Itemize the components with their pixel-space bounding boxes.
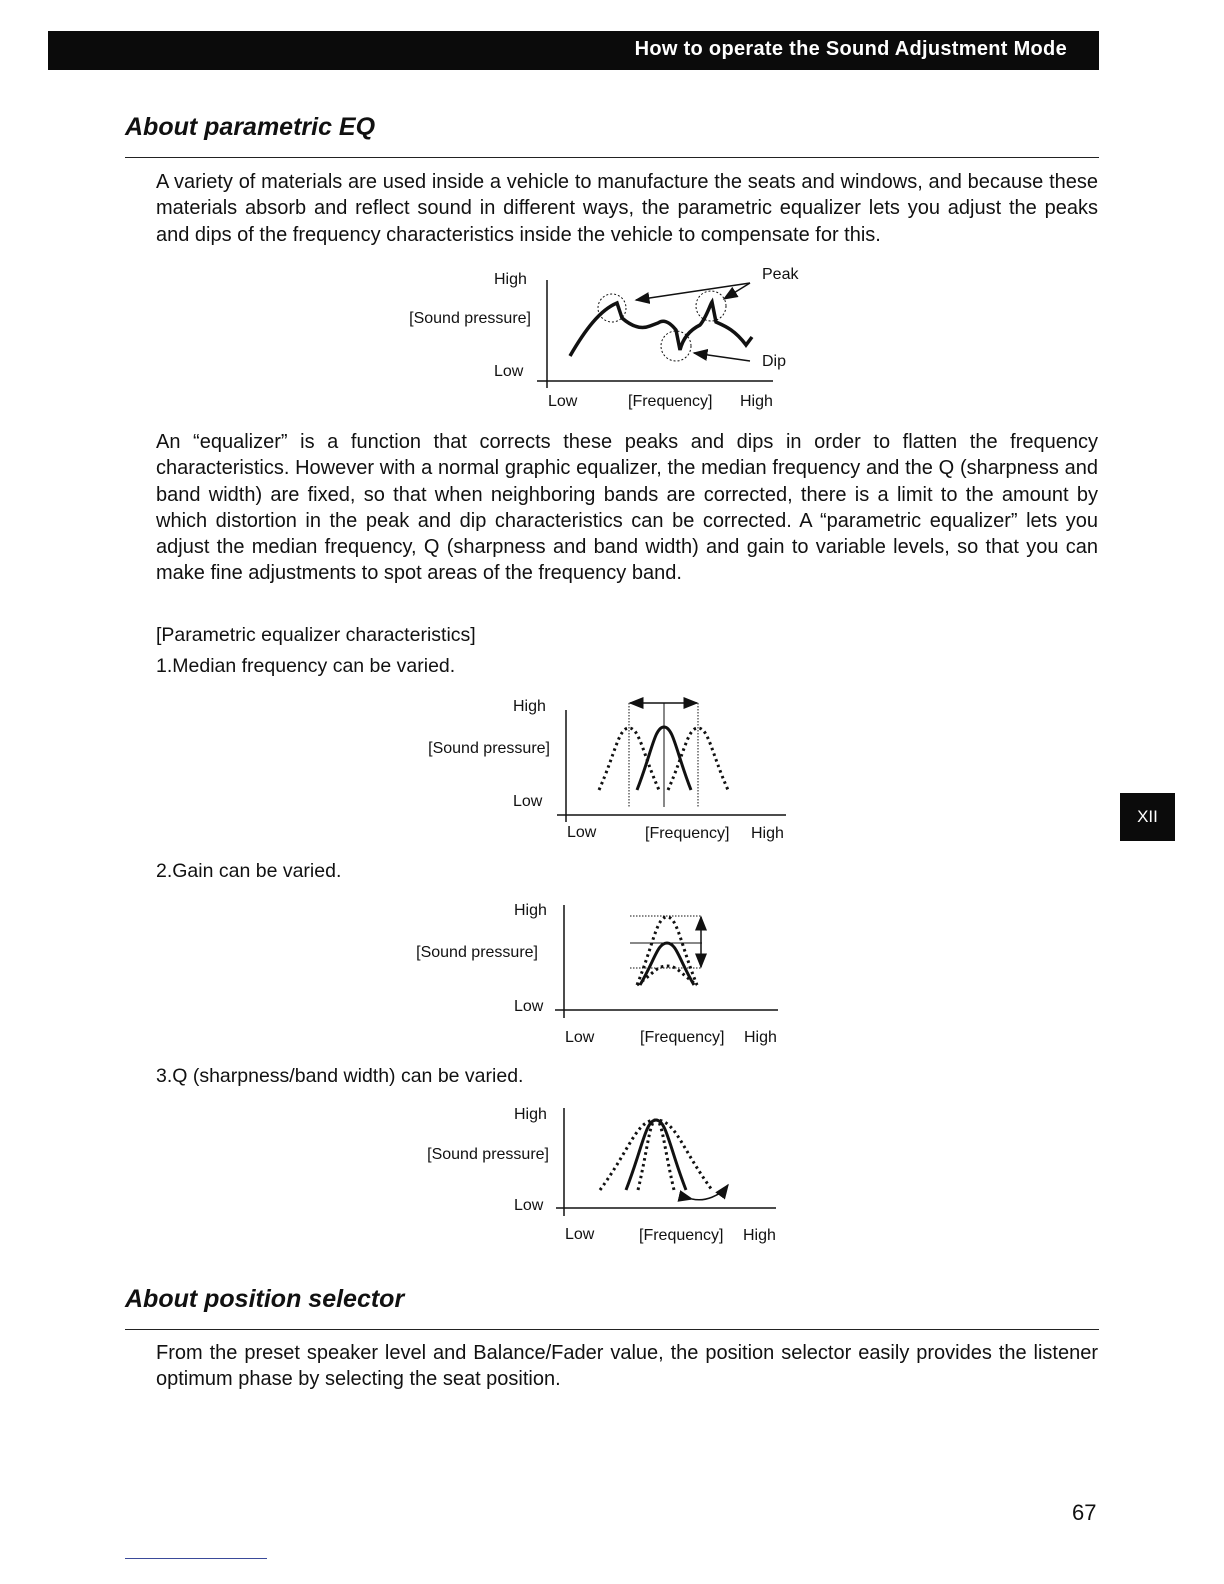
peak-label: Peak [762, 266, 799, 283]
heading-rule [125, 157, 1099, 158]
y-axis-label: [Sound pressure] [409, 310, 531, 327]
y-high-label: High [514, 902, 547, 919]
base-curve [626, 1120, 686, 1190]
x-low-label: Low [565, 1226, 595, 1243]
y-low-label: Low [514, 1197, 544, 1214]
median-frequency-diagram [410, 690, 800, 850]
x-axis-label: [Frequency] [639, 1227, 724, 1244]
position-selector-paragraph: From the preset speaker level and Balance/Fader value, the position selector easily provides the listener optimum phase by selecting the seat position. [156, 1342, 1098, 1391]
y-low-label: Low [494, 363, 524, 380]
dip-label: Dip [762, 353, 787, 370]
x-axis-label: [Frequency] [640, 1029, 725, 1046]
y-low-label: Low [513, 793, 543, 810]
y-axis-label: [Sound pressure] [428, 740, 550, 757]
base-curve [640, 943, 694, 985]
intro-paragraph: A variety of materials are used inside a vehicle to manufacture the seats and windows, and because these materials absorb and reflect sound in different ways, the parametric equalizer lets you adjust the peaks and dips of the frequency characteristics inside the vehicle to compensate for this. [156, 171, 1098, 246]
heading-rule [125, 1329, 1099, 1330]
x-high-label: High [743, 1227, 776, 1244]
y-axis-label: [Sound pressure] [427, 1146, 549, 1163]
y-high-label: High [513, 698, 546, 715]
chapter-header-bar [48, 31, 1099, 70]
frequency-response-diagram [390, 260, 810, 420]
x-axis-label: [Frequency] [645, 825, 730, 842]
x-low-label: Low [565, 1029, 595, 1046]
item-median-frequency: 1.Median frequency can be varied. [156, 655, 456, 677]
characteristics-title: [Parametric equalizer characteristics] [156, 624, 476, 646]
peak-arrow [636, 283, 750, 300]
item-q: 3.Q (sharpness/band width) can be varied. [156, 1065, 524, 1087]
q-diagram [410, 1095, 800, 1255]
item-gain: 2.Gain can be varied. [156, 860, 342, 882]
y-low-label: Low [514, 998, 544, 1015]
x-low-label: Low [567, 824, 597, 841]
q-curve-narrow [638, 1120, 674, 1190]
x-axis-label: [Frequency] [628, 393, 713, 410]
y-axis-label: [Sound pressure] [416, 944, 538, 961]
y-high-label: High [514, 1106, 547, 1123]
heading-position-selector: About position selector [125, 1285, 405, 1313]
equalizer-paragraph: An “equalizer” is a function that corrects these peaks and dips in order to flatten the frequency characteristics. However with a normal graphic equalizer, the median frequency and the Q (sharpness and band width) are fixed, so that when neighboring bands are corrected, there is a limit to the amount by which distortion in the peak and dip characteristics can be corrected. A “parametric equalizer” lets you adjust the median frequency, Q (sharpness and band width) and gain to variable levels, so that you can make fine adjustments to spot areas of the frequency band. [156, 431, 1098, 585]
x-high-label: High [740, 393, 773, 410]
dip-arrow [694, 353, 750, 361]
page-number: 67 [1072, 1500, 1097, 1525]
chapter-title: How to operate the Sound Adjustment Mode [634, 38, 1067, 60]
y-high-label: High [494, 271, 527, 288]
heading-parametric-eq: About parametric EQ [125, 113, 376, 141]
x-low-label: Low [548, 393, 578, 410]
x-high-label: High [744, 1029, 777, 1046]
q-curve-wide [600, 1120, 712, 1190]
chapter-tab: XII [1120, 793, 1175, 841]
x-high-label: High [751, 825, 784, 842]
footer-rule [125, 1558, 267, 1559]
gain-diagram [410, 895, 800, 1055]
